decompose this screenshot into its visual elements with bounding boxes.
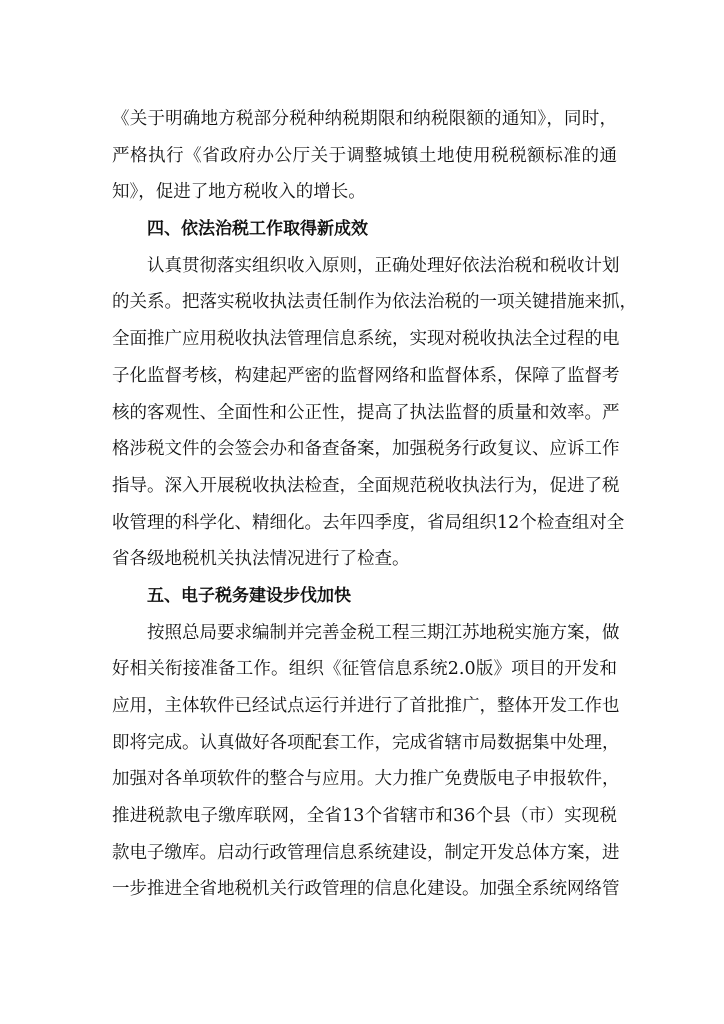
text-line: 子化监督考核，构建起严密的监督网络和监督体系，保障了监督考 bbox=[112, 365, 620, 386]
text-line: 一步推进全省地税机关行政管理的信息化建设。加强全系统网络管 bbox=[112, 879, 620, 900]
text-line: 《关于明确地方税部分税种纳税期限和纳税限额的通知》，同时， bbox=[112, 109, 617, 129]
text-line: 指导。深入开展税收执法检查，全面规范税收执法行为，促进了税 bbox=[112, 475, 620, 496]
text-line: 知》，促进了地方税收入的增长。 bbox=[112, 182, 366, 203]
text-line: 认真贯彻落实组织收入原则，正确处理好依法治税和税收计划 bbox=[147, 255, 620, 276]
text-line: 收管理的科学化、精细化。去年四季度，省局组织12个检查组对全 bbox=[112, 512, 625, 533]
text-line: 全面推广应用税收执法管理信息系统，实现对税收执法全过程的电 bbox=[112, 329, 620, 350]
text-line: 应用，主体软件已经试点运行并进行了首批推广，整体开发工作也 bbox=[112, 696, 620, 716]
text-line: 省各级地税机关执法情况进行了检查。 bbox=[112, 549, 410, 570]
section-heading-5: 五、电子税务建设步伐加快 bbox=[147, 585, 351, 606]
text-line: 即将完成。认真做好各项配套工作，完成省辖市局数据集中处理， bbox=[112, 732, 620, 753]
text-line: 核的客观性、全面性和公正性，提高了执法监督的质量和效率。严 bbox=[112, 402, 620, 423]
text-line: 严格执行《省政府办公厅关于调整城镇土地使用税税额标准的通 bbox=[112, 145, 617, 166]
text-line: 好相关衔接准备工作。组织《征管信息系统2.0版》项目的开发和 bbox=[112, 659, 617, 680]
text-line: 按照总局要求编制并完善金税工程三期江苏地税实施方案，做 bbox=[147, 622, 620, 643]
text-line: 格涉税文件的会签会办和备查备案，加强税务行政复议、应诉工作 bbox=[112, 439, 620, 460]
text-line: 的关系。把落实税收执法责任制作为依法治税的一项关键措施来抓， bbox=[112, 292, 637, 313]
document-body bbox=[112, 101, 637, 908]
text-line: 加强对各单项软件的整合与应用。大力推广免费版电子申报软件， bbox=[112, 769, 620, 790]
section-heading-4: 四、依法治税工作取得新成效 bbox=[147, 219, 368, 240]
text-line: 款电子缴库。启动行政管理信息系统建设，制定开发总体方案，进 bbox=[112, 842, 620, 863]
text-line: 推进税款电子缴库联网，全省13个省辖市和36个县（市）实现税 bbox=[112, 806, 617, 827]
